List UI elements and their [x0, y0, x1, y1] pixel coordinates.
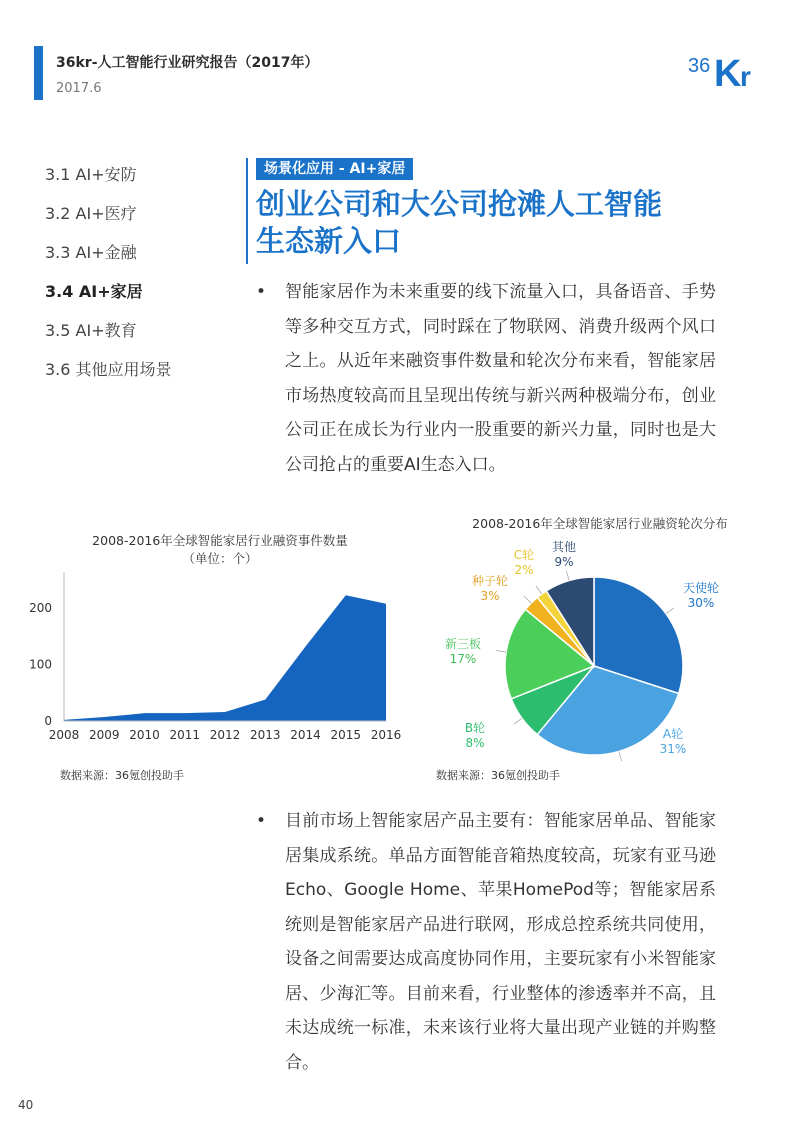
- area-series: [64, 595, 386, 721]
- pie-leader-line: [566, 571, 569, 581]
- page-number: 40: [18, 1098, 34, 1112]
- pie-slice-pct: 2%: [514, 563, 534, 577]
- x-tick-label: 2008: [48, 728, 80, 742]
- pie-slice-pct: 30%: [687, 596, 715, 610]
- nav-item-other[interactable]: 3.6 其他应用场景: [45, 360, 172, 379]
- paragraph-2-text: 目前市场上智能家居产品主要有：智能家居单品、智能家居集成系统。单品方面智能音箱热度较高，玩家有亚马逊Echo、Google Home、苹果HomePod等；智能家居系统则是智能家居产品进行联网，形成总控系统共同使用，设备之间需要达成高度协同作用，主要玩家有小米智能家居、少海汇等。目前来看，行业整体的渗透率并不高，且未达成统一标准，未来该行业将大量出现产业链的并购整合。: [285, 811, 716, 1073]
- pie-slice-label: A轮: [662, 727, 684, 741]
- bullet: •: [256, 811, 267, 831]
- x-tick-label: 2009: [88, 728, 120, 742]
- logo-36: 36: [688, 55, 711, 77]
- x-tick-label: 2011: [169, 728, 201, 742]
- report-title: 36kr-人工智能行业研究报告（2017年）: [56, 55, 319, 71]
- pie-slice-label: 新三板: [444, 637, 482, 651]
- y-tick-label: 200: [29, 601, 52, 616]
- pie-slice-pct: 3%: [480, 589, 500, 603]
- pie-leader-line: [524, 596, 531, 603]
- x-tick-label: 2015: [330, 728, 362, 742]
- pie-slice-pct: 31%: [659, 742, 687, 756]
- x-tick-label: 2013: [249, 728, 281, 742]
- section-tag: 场景化应用 - AI+家居: [256, 158, 413, 180]
- x-tick-label: 2010: [129, 728, 160, 742]
- funding-rounds-pie-chart: [420, 508, 780, 768]
- pie-slice-pct: 17%: [449, 652, 477, 666]
- x-tick-label: 2012: [209, 728, 241, 742]
- area-chart-title: 2008-2016年全球智能家居行业融资事件数量: [92, 533, 348, 548]
- bullet: •: [256, 282, 267, 302]
- area-chart-subtitle: （单位：个）: [182, 551, 258, 566]
- report-date: 2017.6: [56, 81, 102, 96]
- pie-leader-line: [496, 651, 506, 653]
- section-heading-line2: 生态新入口: [256, 224, 402, 258]
- pie-slice-label: 其他: [551, 540, 577, 554]
- pie-leader-line: [619, 751, 622, 761]
- pie-slice-pct: 9%: [554, 555, 574, 569]
- pie-leader-line: [536, 586, 542, 594]
- pie-leader-line: [666, 608, 674, 614]
- section-heading: [256, 186, 726, 260]
- 36kr-logo: [688, 44, 762, 88]
- x-tick-label: 2014: [290, 728, 321, 742]
- nav-item-home[interactable]: 3.4 AI+家居: [45, 282, 143, 301]
- y-tick-label: 100: [29, 657, 52, 672]
- paragraph-1: [256, 275, 716, 482]
- pie-slice-label: 种子轮: [471, 574, 509, 588]
- y-tick-label: 0: [44, 714, 52, 728]
- nav-item-security[interactable]: 3.1 AI+安防: [45, 165, 137, 184]
- paragraph-2: [256, 804, 716, 1080]
- logo-r: r: [740, 61, 751, 88]
- pie-slice-label: 天使轮: [682, 581, 720, 595]
- header-accent-bar: [34, 46, 43, 100]
- nav-item-medical[interactable]: 3.2 AI+医疗: [45, 204, 137, 223]
- logo-k: K: [714, 53, 742, 88]
- pie-leader-line: [514, 718, 522, 724]
- paragraph-1-text: 智能家居作为未来重要的线下流量入口，具备语音、手势等多种交互方式，同时踩在了物联网、消费升级两个风口之上。从近年来融资事件数量和轮次分布来看，智能家居市场热度较高而且呈现出传统与新兴两种极端分布，创业公司正在成长为行业内一股重要的新兴力量，同时也是大公司抢占的重要AI生态入口。: [285, 282, 716, 475]
- pie-chart-title: 2008-2016年全球智能家居行业融资轮次分布: [472, 516, 728, 531]
- section-divider: [246, 158, 248, 264]
- chapter-nav: [45, 165, 172, 399]
- area-chart-source: 数据来源：36氪创投助手: [60, 769, 184, 782]
- funding-events-area-chart: [20, 525, 410, 775]
- pie-slice-label: B轮: [464, 721, 486, 735]
- nav-item-finance[interactable]: 3.3 AI+金融: [45, 243, 137, 262]
- pie-slice-label: C轮: [513, 548, 535, 562]
- x-tick-label: 2016: [370, 728, 402, 742]
- section-heading-line1: 创业公司和大公司抢滩人工智能: [256, 187, 663, 221]
- nav-item-education[interactable]: 3.5 AI+教育: [45, 321, 137, 340]
- pie-chart-source: 数据来源：36氪创投助手: [436, 769, 560, 782]
- pie-slice-pct: 8%: [465, 736, 485, 750]
